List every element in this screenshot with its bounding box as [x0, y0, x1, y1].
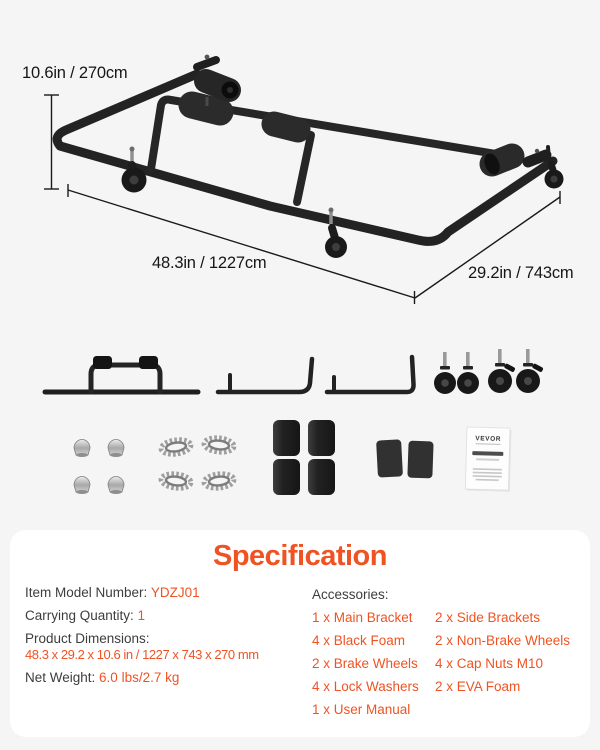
spec-row-dimensions-label: [25, 631, 150, 647]
caster-part-brake-2: [516, 349, 544, 393]
spec-label: Item Model Number:: [25, 585, 151, 600]
spec-value: 6.0 lbs/2.7 kg: [99, 670, 180, 685]
accessory-item: 1 x Main Bracket: [312, 610, 413, 625]
side-bracket-part-2: [327, 357, 414, 392]
spec-label: Net Weight:: [25, 670, 100, 685]
accessory-item: 2 x Side Brackets: [435, 610, 541, 625]
cap-nuts-part: [74, 440, 124, 495]
manual-brand-text: VEVOR: [475, 435, 502, 443]
height-dimension-label: 10.6in / 270cm: [22, 64, 128, 82]
eva-foam-part: [376, 439, 434, 478]
foam-roller-right: [274, 124, 298, 130]
accessory-item: 2 x EVA Foam: [435, 679, 521, 694]
arch-right-leg: [297, 135, 311, 202]
spec-row-dimensions-value: [25, 647, 259, 663]
length-dimension-label: 48.3in / 1227cm: [152, 254, 267, 272]
accessory-item: 4 x Lock Washers: [312, 679, 419, 694]
spec-row-weight: [25, 670, 179, 686]
support-arch: [151, 100, 171, 169]
specification-panel: [10, 530, 590, 737]
spec-label: Carrying Quantity:: [25, 608, 138, 623]
foam-roller-left: [192, 105, 220, 112]
spec-row-quantity: [25, 608, 145, 624]
side-bracket-part-1: [218, 359, 312, 392]
spec-value: YDZJ01: [150, 585, 200, 600]
spec-value: 1: [137, 608, 146, 623]
user-manual-part: [465, 427, 511, 492]
parts-tray: [45, 349, 544, 495]
caster-part-non-brake-2: [457, 352, 479, 394]
caster-part-non-brake-1: [434, 352, 456, 394]
spec-value: 48.3 x 29.2 x 10.6 in / 1227 x 743 x 270 mm: [25, 647, 259, 662]
spec-label: Product Dimensions:: [25, 631, 150, 646]
spec-title: Specification: [213, 540, 387, 572]
accessory-item: 4 x Cap Nuts M10: [435, 656, 544, 671]
lock-washers-part: [160, 436, 234, 489]
spec-row-model: [25, 585, 200, 601]
accessories-heading: Accessories:: [312, 587, 389, 602]
accessory-item: 2 x Brake Wheels: [312, 656, 418, 671]
main-bracket-part: [45, 356, 198, 392]
black-foam-part: [273, 420, 335, 495]
caster-part-brake-1: [488, 349, 516, 393]
accessory-item: 4 x Black Foam: [312, 633, 406, 648]
accessory-item: 1 x User Manual: [312, 702, 411, 717]
width-dimension-label: 29.2in / 743cm: [468, 264, 574, 282]
accessory-item: 2 x Non-Brake Wheels: [435, 633, 571, 648]
